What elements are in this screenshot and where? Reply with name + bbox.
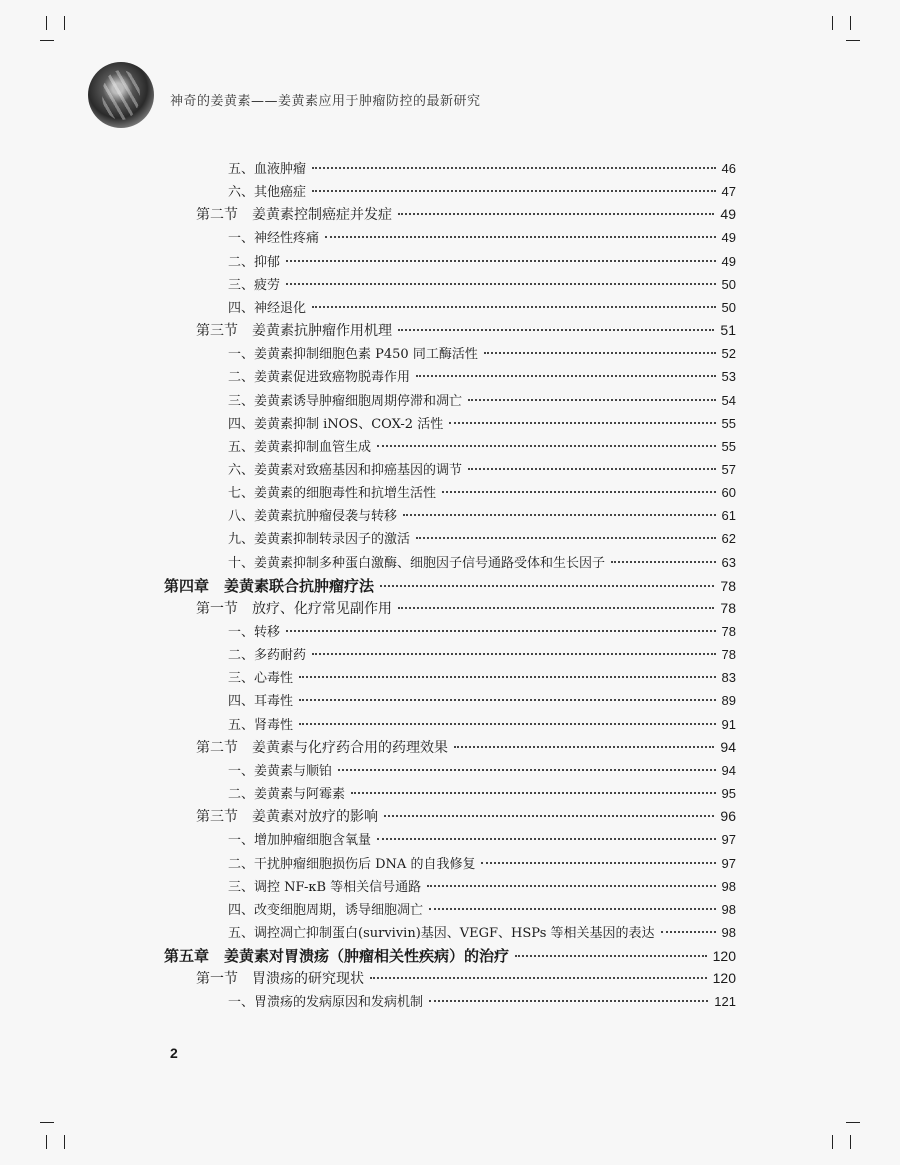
dot-leader	[286, 630, 716, 632]
crop-mark	[64, 1135, 65, 1149]
dot-leader	[429, 908, 716, 910]
crop-mark	[64, 16, 65, 30]
toc-entry-title: 三、调控 NF-κB 等相关信号通路	[228, 879, 422, 895]
page-number: 2	[170, 1045, 178, 1061]
toc-entry-page: 120	[712, 970, 736, 987]
toc-entry-item	[228, 413, 736, 432]
toc-entry-title: 第三节 姜黄素对放疗的影响	[196, 809, 378, 826]
toc-entry-item	[228, 621, 736, 640]
dot-leader	[377, 445, 716, 447]
toc-entry-page: 50	[721, 276, 736, 292]
toc-entry-title: 一、姜黄素抑制细胞色素 P450 同工酶活性	[228, 347, 478, 363]
toc-entry-title: 二、抑郁	[228, 254, 281, 270]
toc-entry-title: 一、姜黄素与顺铂	[228, 763, 333, 779]
toc-entry-section	[196, 320, 736, 340]
toc-entry-item	[228, 667, 736, 686]
toc-entry-title: 五、血液肿瘤	[228, 162, 307, 177]
toc-entry-title: 四、改变细胞周期，诱导细胞凋亡	[228, 902, 424, 918]
toc-entry-page: 91	[721, 716, 736, 732]
toc-entry-title: 三、姜黄素诱导肿瘤细胞周期停滞和凋亡	[228, 393, 463, 409]
toc-entry-item	[228, 922, 736, 941]
dot-leader	[481, 862, 715, 864]
toc-entry-page: 54	[721, 392, 736, 408]
toc-entry-page: 50	[721, 299, 736, 315]
toc-entry-page: 98	[721, 924, 736, 940]
toc-entry-page: 62	[721, 531, 736, 547]
toc-entry-item	[228, 552, 736, 571]
dot-leader	[468, 468, 716, 470]
toc-entry-chapter	[164, 945, 736, 966]
toc-entry-section	[196, 598, 736, 618]
toc-entry-title: 四、神经退化	[228, 300, 307, 316]
dot-leader	[429, 1000, 708, 1002]
crop-mark	[832, 16, 833, 30]
dot-leader	[312, 653, 716, 655]
toc-entry-title: 第五章 姜黄素对胃溃疡（肿瘤相关性疾病）的治疗	[164, 947, 510, 966]
header-title: 神奇的姜黄素——姜黄素应用于肿瘤防控的最新研究	[170, 94, 481, 109]
toc-entry-item	[228, 366, 736, 385]
crop-mark	[40, 1122, 54, 1123]
dot-leader	[351, 792, 716, 794]
dot-leader	[454, 746, 714, 748]
toc-entry-title: 二、姜黄素促进致癌物脱毒作用	[228, 370, 411, 386]
dot-leader	[380, 585, 714, 587]
toc-entry-section	[196, 806, 736, 826]
toc-entry-item	[228, 227, 736, 246]
toc-entry-title: 六、其他癌症	[228, 185, 307, 201]
dot-leader	[286, 260, 716, 262]
crop-mark	[850, 1135, 851, 1149]
toc-entry-title: 第一节 放疗、化疗常见副作用	[196, 600, 392, 617]
toc-entry-item	[228, 459, 736, 478]
toc-entry-title: 四、姜黄素抑制 iNOS、COX-2 活性	[228, 416, 444, 432]
toc-entry-page: 53	[721, 369, 736, 385]
toc-entry-item	[228, 760, 736, 779]
toc-entry-section	[196, 968, 736, 988]
toc-entry-title: 第三节 姜黄素抗肿瘤作用机理	[196, 323, 392, 340]
toc-entry-title: 五、姜黄素抑制血管生成	[228, 439, 372, 455]
toc-entry-item	[228, 251, 736, 270]
toc-entry-title: 一、神经性疼痛	[228, 231, 320, 247]
toc-entry-page: 55	[721, 415, 736, 431]
toc-entry-item	[228, 714, 736, 733]
toc-entry-title: 二、姜黄素与阿霉素	[228, 787, 346, 803]
toc-entry-page: 55	[721, 438, 736, 454]
toc-entry-title: 一、增加肿瘤细胞含氧量	[228, 833, 372, 849]
dot-leader	[449, 422, 715, 424]
dot-leader	[299, 676, 716, 678]
toc-entry-page: 83	[721, 670, 736, 686]
toc-entry-page: 78	[721, 647, 736, 663]
toc-entry-item	[228, 783, 736, 802]
toc-entry-title: 第二节 姜黄素与化疗药合用的药理效果	[196, 739, 448, 756]
crop-mark	[832, 1135, 833, 1149]
toc-entry-item	[228, 181, 736, 200]
dot-leader	[338, 769, 716, 771]
toc-entry-page: 46	[721, 161, 736, 176]
toc-entry-title: 第一节 胃溃疡的研究现状	[196, 971, 364, 988]
toc-entry-item	[228, 158, 736, 177]
toc-entry-item	[228, 853, 736, 872]
toc-entry-page: 78	[720, 599, 736, 616]
toc-entry-chapter	[164, 575, 736, 596]
running-header	[88, 62, 878, 132]
toc-entry-page: 63	[721, 554, 736, 570]
toc-entry-page: 89	[721, 693, 736, 709]
toc-entry-title: 第二节 姜黄素控制癌症并发症	[196, 207, 392, 224]
toc-entry-item	[228, 899, 736, 918]
crop-mark	[846, 1122, 860, 1123]
crop-mark	[850, 16, 851, 30]
dot-leader	[515, 955, 707, 957]
toc-entry-title: 四、耳毒性	[228, 694, 294, 710]
toc-entry-title: 二、多药耐药	[228, 648, 307, 664]
dot-leader	[370, 977, 707, 979]
toc-entry-title: 二、干扰肿瘤细胞损伤后 DNA 的自我修复	[228, 856, 476, 872]
toc-entry-item	[228, 991, 736, 1010]
toc-entry-item	[228, 343, 736, 362]
dot-leader	[468, 399, 716, 401]
toc-entry-title: 五、肾毒性	[228, 717, 294, 733]
turmeric-plant-logo	[88, 62, 154, 128]
toc-entry-title: 七、姜黄素的细胞毒性和抗增生活性	[228, 486, 437, 502]
toc-entry-title: 一、转移	[228, 625, 281, 640]
toc-entry-page: 97	[721, 832, 736, 848]
crop-mark	[46, 1135, 47, 1149]
dot-leader	[384, 815, 714, 817]
toc-entry-item	[228, 644, 736, 663]
toc-entry-page: 95	[721, 786, 736, 802]
toc-entry-page: 49	[721, 253, 736, 269]
dot-leader	[403, 514, 716, 516]
crop-mark	[846, 40, 860, 41]
toc-entry-title: 五、调控凋亡抑制蛋白(survivin)基因、VEGF、HSPs 等相关基因的表达	[228, 925, 655, 941]
toc-entry-item	[228, 436, 736, 455]
toc-entry-item	[228, 829, 736, 848]
dot-leader	[312, 167, 716, 169]
dot-leader	[312, 306, 716, 308]
toc-entry-page: 97	[721, 855, 736, 871]
toc-entry-title: 九、姜黄素抑制转录因子的激活	[228, 532, 411, 548]
toc-entry-item	[228, 390, 736, 409]
toc-entry-item	[228, 690, 736, 709]
toc-entry-section	[196, 737, 736, 757]
toc-entry-title: 第四章 姜黄素联合抗肿瘤疗法	[164, 576, 375, 595]
toc-entry-section	[196, 204, 736, 224]
toc-entry-item	[228, 505, 736, 524]
dot-leader	[398, 607, 714, 609]
toc-entry-title: 三、心毒性	[228, 671, 294, 687]
toc-entry-item	[228, 274, 736, 293]
dot-leader	[286, 283, 716, 285]
toc-entry-page: 94	[721, 762, 736, 778]
toc-entry-page: 61	[721, 508, 736, 524]
toc-entry-page: 96	[720, 808, 736, 825]
dot-leader	[611, 561, 716, 563]
dot-leader	[398, 329, 714, 331]
dot-leader	[398, 213, 714, 215]
toc-entry-title: 一、胃溃疡的发病原因和发病机制	[228, 995, 424, 1011]
toc-entry-title: 三、疲劳	[228, 277, 281, 293]
dot-leader	[416, 375, 716, 377]
dot-leader	[484, 352, 716, 354]
dot-leader	[312, 190, 716, 192]
dot-leader	[299, 699, 716, 701]
toc-entry-page: 60	[721, 485, 736, 501]
toc-entry-title: 六、姜黄素对致癌基因和抑癌基因的调节	[228, 462, 463, 478]
toc-entry-item	[228, 297, 736, 316]
toc-entry-item	[228, 876, 736, 895]
dot-leader	[442, 491, 716, 493]
dot-leader	[661, 931, 716, 933]
toc-entry-page: 49	[720, 206, 736, 223]
toc-entry-page: 78	[720, 577, 736, 594]
dot-leader	[427, 885, 715, 887]
toc-entry-page: 98	[721, 901, 736, 917]
toc-entry-page: 78	[721, 624, 736, 639]
toc-entry-page: 98	[721, 878, 736, 894]
dot-leader	[299, 723, 716, 725]
dot-leader	[325, 236, 716, 238]
crop-mark	[46, 16, 47, 30]
toc-entry-page: 120	[712, 948, 736, 965]
toc-entry-page: 121	[714, 994, 736, 1010]
toc-entry-item	[228, 528, 736, 547]
dot-leader	[416, 537, 716, 539]
crop-mark	[40, 40, 54, 41]
dot-leader	[377, 838, 716, 840]
toc-entry-page: 51	[720, 322, 736, 339]
toc-entry-page: 52	[721, 346, 736, 362]
toc-entry-title: 十、姜黄素抑制多种蛋白激酶、细胞因子信号通路受体和生长因子	[228, 555, 606, 571]
toc-entry-page: 47	[721, 184, 736, 200]
toc-entry-title: 八、姜黄素抗肿瘤侵袭与转移	[228, 509, 398, 525]
toc-entry-item	[228, 482, 736, 501]
toc-entry-page: 94	[720, 738, 736, 755]
toc-entry-page: 57	[721, 461, 736, 477]
toc-entry-page: 49	[721, 230, 736, 246]
